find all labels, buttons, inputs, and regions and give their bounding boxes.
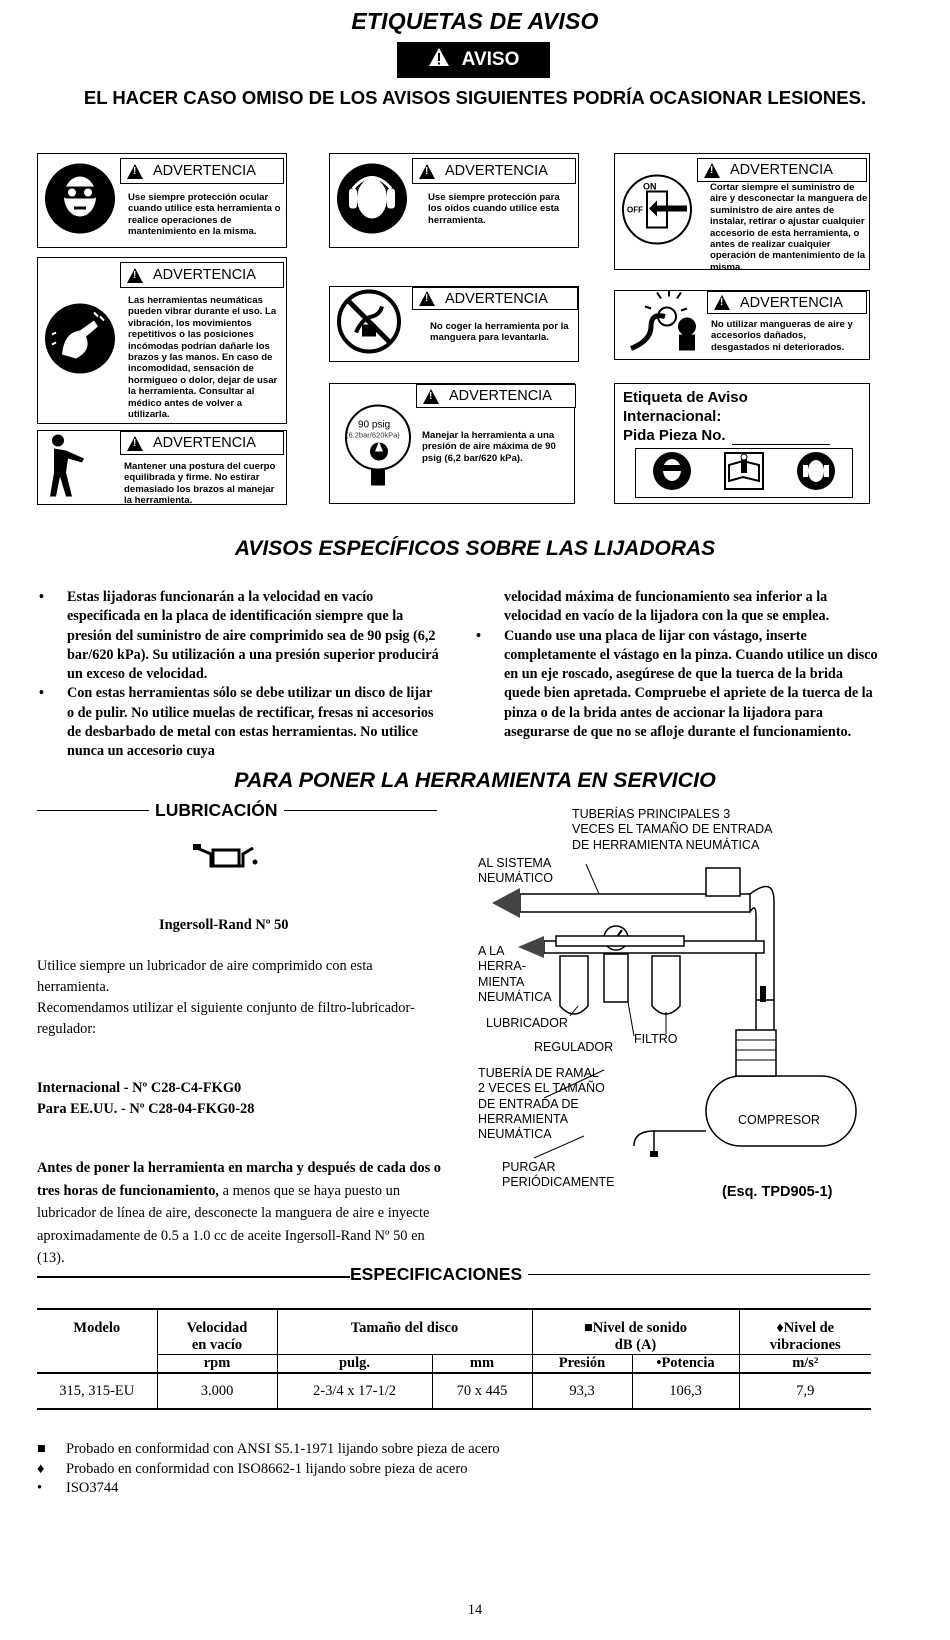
list-item: • Cuando use una placa de lijar con vástago, inserte completamente el vástago en la pinza. Cuando utilice un disco en un eje roscado, asegúrese de que la tuerca de la brida quede bien apretada. Compruebe el apriete de la tuerca de la pinza o de la brida antes de accionar la lijadora para asegurarse de que no se afloje durante el funcionamiento. [474, 627, 882, 743]
spec-rule-left [37, 1276, 350, 1278]
label-heading: ! ADVERTENCIA [120, 262, 284, 288]
unit-ms2: m/s² [739, 1355, 871, 1374]
oil-can-icon [193, 840, 259, 877]
burst-hose-icon [621, 291, 703, 360]
off-text: OFF [627, 205, 643, 214]
label-branch-line: TUBERÍA DE RAMAL 2 VECES EL TAMAÑO DE ENTRADA DE HERRAMIENTA NEUMÁTICA [478, 1066, 605, 1142]
air-system-diagram [474, 806, 884, 1206]
test-notes [37, 1440, 837, 1499]
sanders-section-title: AVISOS ESPECÍFICOS SOBRE LAS LIJADORAS [234, 537, 716, 560]
col-header-model: Modelo [37, 1309, 157, 1373]
flr-part-numbers: Internacional - Nº C28-C4-FKG0 Para EE.UU. - Nº C28-04-FKG0-28 [37, 1080, 255, 1117]
gauge-psig-text: 90 psig [358, 419, 391, 430]
label-to-tool: A LA HERRA- MIENTA NEUMÁTICA [478, 944, 552, 1004]
on-text: ON [643, 181, 657, 191]
warning-triangle-icon [419, 164, 435, 179]
unit-inches: pulg. [277, 1355, 432, 1374]
intl-label-title: Etiqueta de Aviso Internacional: Pida Pieza No. [623, 388, 863, 445]
diagram-reference: (Esq. TPD905-1) [722, 1184, 833, 1200]
col-header-disc: Tamaño del disco [277, 1309, 532, 1355]
gauge-kpa-text: (6.2bar/620kPa) [346, 430, 400, 439]
lubrication-heading: LUBRICACIÓN [37, 800, 437, 821]
ear-protection-icon [796, 451, 836, 496]
aviso-label: AVISO [461, 49, 520, 70]
table-row: 315, 315-EU 3.000 2-3/4 x 17-1/2 70 x 445 93,3 106,3 7,9 [37, 1373, 871, 1409]
label-eye-protection [37, 153, 287, 248]
label-heading: ! ADVERTENCIA [697, 158, 867, 182]
no-carry-by-hose-icon [336, 289, 402, 360]
label-ear-protection [329, 153, 579, 248]
label-heading: ! ADVERTENCIA [412, 287, 578, 310]
label-regulator: REGULADOR [534, 1040, 614, 1054]
lubrication-text: Utilice siempre un lubricador de aire comprimido con esta herramienta. Recomendamos utilizar el siguiente conjunto de filtro-lubricador-regulador: [37, 958, 415, 1037]
eye-protection-icon [44, 162, 116, 239]
list-item: • ISO3744 [37, 1480, 119, 1496]
label-damaged-hoses [614, 290, 870, 360]
unit-mm: mm [432, 1355, 532, 1374]
list-item-continuation: velocidad máxima de funcionamiento sea inferior a la velocidad en vacío de la lijadora con la que se emplea. [504, 589, 830, 625]
col-header-sound: ■Nivel de sonido dB (A) [532, 1309, 739, 1355]
label-text: Use siempre protección para los oídos cuando utilice esta herramienta. [428, 192, 560, 226]
label-hose-carry [329, 286, 579, 362]
page-number: 14 [467, 1602, 483, 1618]
label-heading: ! ADVERTENCIA [416, 384, 576, 408]
warning-triangle-icon [419, 291, 435, 306]
label-heading: ! ADVERTENCIA [120, 431, 284, 455]
label-text: Las herramientas neumáticas pueden vibrar durante el uso. La vibración, los movimientos repetitivos o las posiciones incómodas podrían dañarle los brazos y las manos. En caso de incomodidad, sensación de hormigueo o dolor, dejar de usar la herramienta. Consultar al médico antes de volver a utilizarla. [128, 295, 278, 421]
unit-pressure: Presión [532, 1355, 632, 1374]
pressure-gauge-icon [338, 395, 418, 492]
warning-triangle-icon [127, 164, 143, 179]
label-heading: ! ADVERTENCIA [120, 158, 284, 184]
label-text: Manejar la herramienta a una presión de aire máxima de 90 psig (6,2 bar/620 kPa). [422, 430, 556, 464]
read-manual-icon [723, 451, 765, 496]
warning-triangle-icon [127, 436, 143, 451]
list-item: ■ Probado en conformidad con ANSI S5.1-1971 lijando sobre pieza de acero [37, 1441, 500, 1457]
aviso-banner [397, 42, 550, 78]
warning-triangle-icon [704, 163, 720, 178]
ear-protection-icon [336, 162, 408, 239]
oiling-instructions: Antes de poner la herramienta en marcha y después de cada dos o tres horas de funcionamiento, a menos que se haya puesto un lubricador de línea de aire, desconecte la manguera de aire e inyecte aproximadamente de 0.5 a 1.0 cc de aceite Ingersoll-Rand Nº 50 en (13). [37, 1160, 442, 1266]
warning-triangle-icon [714, 295, 730, 310]
label-text: No utilizar mangueras de aire y accesorios dañados, desgastados ni deteriorados. [711, 319, 853, 353]
label-main-lines: TUBERÍAS PRINCIPALES 3 VECES EL TAMAÑO DE ENTRADA DE HERRAMIENTA NEUMÁTICA [572, 807, 772, 852]
label-disconnect-air [614, 153, 870, 273]
sanders-left-column [37, 588, 441, 762]
label-lubricator: LUBRICADOR [486, 1016, 568, 1030]
eye-protection-icon [652, 451, 692, 496]
unit-rpm: rpm [157, 1355, 277, 1374]
unit-power: •Potencia [632, 1355, 739, 1374]
list-item: • Con estas herramientas sólo se debe utilizar un disco de lijar o de pulir. No utilice muelas de rectificar, fresas ni accesorios de desbarbado de metal con estas herramientas. No utilice nunca un accesorio cuya [37, 684, 441, 761]
label-compressor: COMPRESOR [738, 1113, 820, 1127]
col-header-vibration: ♦Nivel de vibraciones [769, 1320, 841, 1353]
oil-type: Ingersoll-Rand Nº 50 [159, 917, 289, 933]
label-text: Mantener una postura del cuerpo equilibrada y firme. No estirar demasiado los brazos al manejar la herramienta. [124, 461, 276, 507]
specifications-table [37, 1308, 871, 1410]
intl-icon-strip [635, 448, 853, 498]
label-heading: ! ADVERTENCIA [412, 158, 576, 184]
label-international [614, 383, 870, 504]
label-text: Use siempre protección ocular cuando utilice esta herramienta o realice operaciones de mantenimiento en la misma. [128, 192, 281, 238]
page-title: ETIQUETAS DE AVISO [351, 8, 599, 34]
label-posture [37, 430, 287, 505]
body-posture-icon [44, 432, 94, 503]
warning-triangle-icon [423, 389, 439, 404]
label-vibration [37, 257, 287, 424]
label-text: No coger la herramienta por la manguera para levantarla. [430, 321, 569, 344]
list-item: • Estas lijadoras funcionarán a la velocidad en vacío especificada en la placa de identificación siempre que la presión del suministro de aire comprimido sea de 90 psig (6,2 bar/620 kPa). Su utilización a una presión superior producirá un exceso de velocidad. [37, 588, 441, 684]
vibration-hand-icon [44, 302, 116, 379]
label-max-pressure [329, 383, 575, 504]
sanders-right-column [474, 588, 882, 742]
label-heading: ! ADVERTENCIA [707, 291, 867, 314]
label-text: Cortar siempre el suministro de aire y desconectar la manguera de suministro de aire antes de instalar, retirar o ajustar cualquier accesorio de esta herramienta, o antes de realizar cualquier operación de mantenimiento de la misma. [710, 182, 868, 273]
service-section-title: PARA PONER LA HERRAMIENTA EN SERVICIO [234, 768, 716, 792]
label-filter: FILTRO [634, 1032, 678, 1046]
air-valve-icon [621, 173, 693, 250]
warning-triangle-icon [428, 47, 450, 73]
warning-triangle-icon [127, 268, 143, 283]
label-drain: PURGAR PERIÓDICAMENTE [502, 1160, 615, 1190]
specifications-heading: ESPECIFICACIONES [350, 1264, 870, 1285]
label-to-system: AL SISTEMA NEUMÁTICO [478, 856, 553, 886]
list-item: ♦ Probado en conformidad con ISO8662-1 lijando sobre pieza de acero [37, 1460, 468, 1477]
col-header-speed: Velocidad en vacío [157, 1309, 277, 1355]
warning-statement: EL HACER CASO OMISO DE LOS AVISOS SIGUIENTES PODRÍA OCASIONAR LESIONES. [83, 87, 867, 108]
